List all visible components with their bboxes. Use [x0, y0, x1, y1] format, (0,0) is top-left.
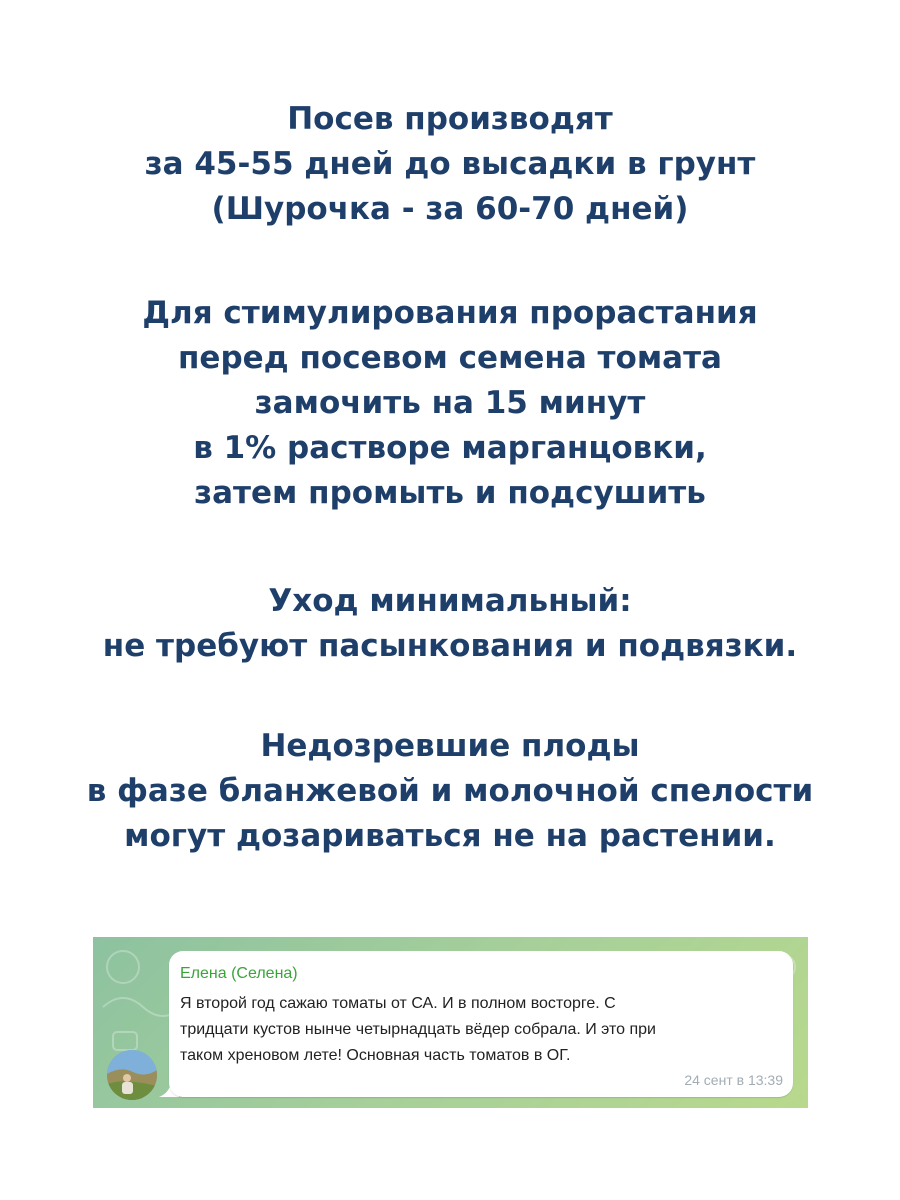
sender-name[interactable]: Елена (Селена): [180, 965, 298, 982]
text-line: (Шурочка - за 60-70 дней): [211, 191, 689, 227]
message-text: [180, 991, 780, 1069]
message-line: таком хреновом лете! Основная часть томатов в ОГ.: [180, 1047, 571, 1064]
message-line: тридцати кустов нынче четырнадцать вёдер собрала. И это при: [180, 1021, 656, 1038]
user-photo-avatar-icon[interactable]: [107, 1050, 157, 1100]
care-paragraph: [0, 579, 900, 669]
text-line: Для стимулирования прорастания: [142, 295, 758, 331]
sowing-time-paragraph: [0, 97, 900, 232]
text-line: в 1% растворе марганцовки,: [193, 430, 707, 466]
text-line: Посев производят: [287, 101, 613, 137]
germination-paragraph: [0, 291, 900, 516]
text-line: Уход минимальный:: [268, 583, 632, 619]
text-line: замочить на 15 минут: [254, 385, 646, 421]
message-bubble: [169, 951, 793, 1097]
message-line: Я второй год сажаю томаты от СА. И в полном восторге. С: [180, 995, 616, 1012]
text-line: могут дозариваться не на растении.: [124, 818, 776, 854]
message-timestamp: 24 сент в 13:39: [684, 1072, 783, 1088]
text-line: в фазе бланжевой и молочной спелости: [86, 773, 814, 809]
text-line: Недозревшие плоды: [260, 728, 640, 764]
text-line: за 45-55 дней до высадки в грунт: [144, 146, 756, 182]
ripening-paragraph: [0, 724, 900, 859]
text-line: не требуют пасынкования и подвязки.: [102, 628, 798, 664]
text-line: затем промыть и подсушить: [194, 475, 706, 511]
text-line: перед посевом семена томата: [178, 340, 722, 376]
chat-review-screenshot: [93, 937, 808, 1108]
